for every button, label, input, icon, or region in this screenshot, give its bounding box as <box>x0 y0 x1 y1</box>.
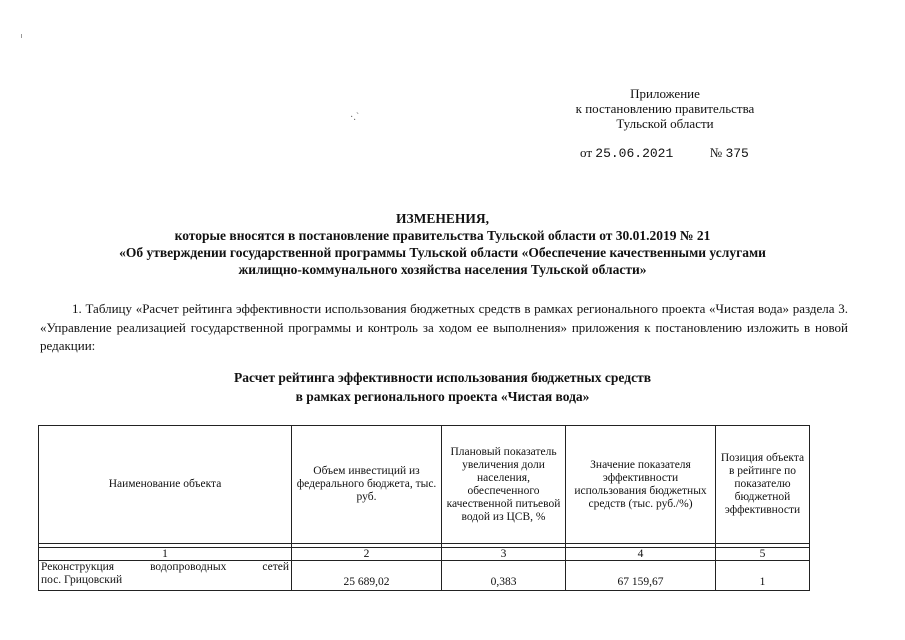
object-name-cell <box>39 561 292 591</box>
header-indicator: Плановый показатель увеличения доли населения, обеспеченного качественной питьевой водой из ЦСВ, % <box>442 426 566 544</box>
header-investment: Объем инвестиций из федерального бюджета, тыс. руб. <box>292 426 442 544</box>
header-row <box>39 426 810 544</box>
object-name-line-2: пос. Грицовский <box>41 574 123 586</box>
title-line-3: «Об утверждении государственной программы Тульской области «Обеспечение качественными услугами <box>119 245 766 260</box>
appendix-block <box>565 86 765 131</box>
object-name-word: сетей <box>262 561 289 573</box>
header-object-name: Наименование объекта <box>39 426 292 544</box>
rating-table <box>38 425 810 591</box>
column-number: 5 <box>716 548 810 561</box>
amendment-paragraph: 1. Таблицу «Расчет рейтинга эффективности использования бюджетных средств в рамках регионального проекта «Чистая вода» раздела 3. «Управление реализацией государственной программы и контроль за ходом ее выполнения» приложения к постановлению изложить в новой редакции: <box>40 301 848 353</box>
column-number: 2 <box>292 548 442 561</box>
table-row <box>39 561 810 591</box>
title-line-2: которые вносятся в постановление правительства Тульской области от 30.01.2019 № 21 <box>174 228 711 243</box>
appendix-line-1: Приложение <box>630 86 700 101</box>
scan-mark <box>21 34 22 38</box>
header-position: Позиция объекта в рейтинге по показателю бюджетной эффективности <box>716 426 810 544</box>
document-number: 375 <box>725 146 749 161</box>
stray-mark: ·.` <box>350 112 360 123</box>
investment-cell: 25 689,02 <box>292 561 442 591</box>
header-efficiency: Значение показателя эффективности использования бюджетных средств (тыс. руб./%) <box>566 426 716 544</box>
position-cell: 1 <box>716 561 810 591</box>
object-name-word: водопроводных <box>150 561 227 573</box>
date-prefix: от <box>580 145 593 160</box>
table-title-line-1: Расчет рейтинга эффективности использования бюджетных средств <box>234 370 651 385</box>
title-line-1: ИЗМЕНЕНИЯ, <box>395 211 489 226</box>
document-title <box>40 210 845 278</box>
appendix-line-3: Тульской области <box>616 116 714 131</box>
column-number-row <box>39 548 810 561</box>
table-title-line-2: в рамках регионального проекта «Чистая вода» <box>295 389 590 404</box>
appendix-line-2: к постановлению правительства <box>575 101 755 116</box>
title-line-4: жилищно-коммунального хозяйства населения Тульской области» <box>238 262 647 277</box>
document-date: 25.06.2021 <box>595 146 674 161</box>
table-title <box>40 368 845 406</box>
column-number: 1 <box>39 548 292 561</box>
column-number: 4 <box>566 548 716 561</box>
column-number: 3 <box>442 548 566 561</box>
date-line <box>580 145 749 161</box>
indicator-cell: 0,383 <box>442 561 566 591</box>
object-name-word: Реконструкция <box>41 561 115 573</box>
efficiency-cell: 67 159,67 <box>566 561 716 591</box>
number-sign: № <box>709 145 723 160</box>
